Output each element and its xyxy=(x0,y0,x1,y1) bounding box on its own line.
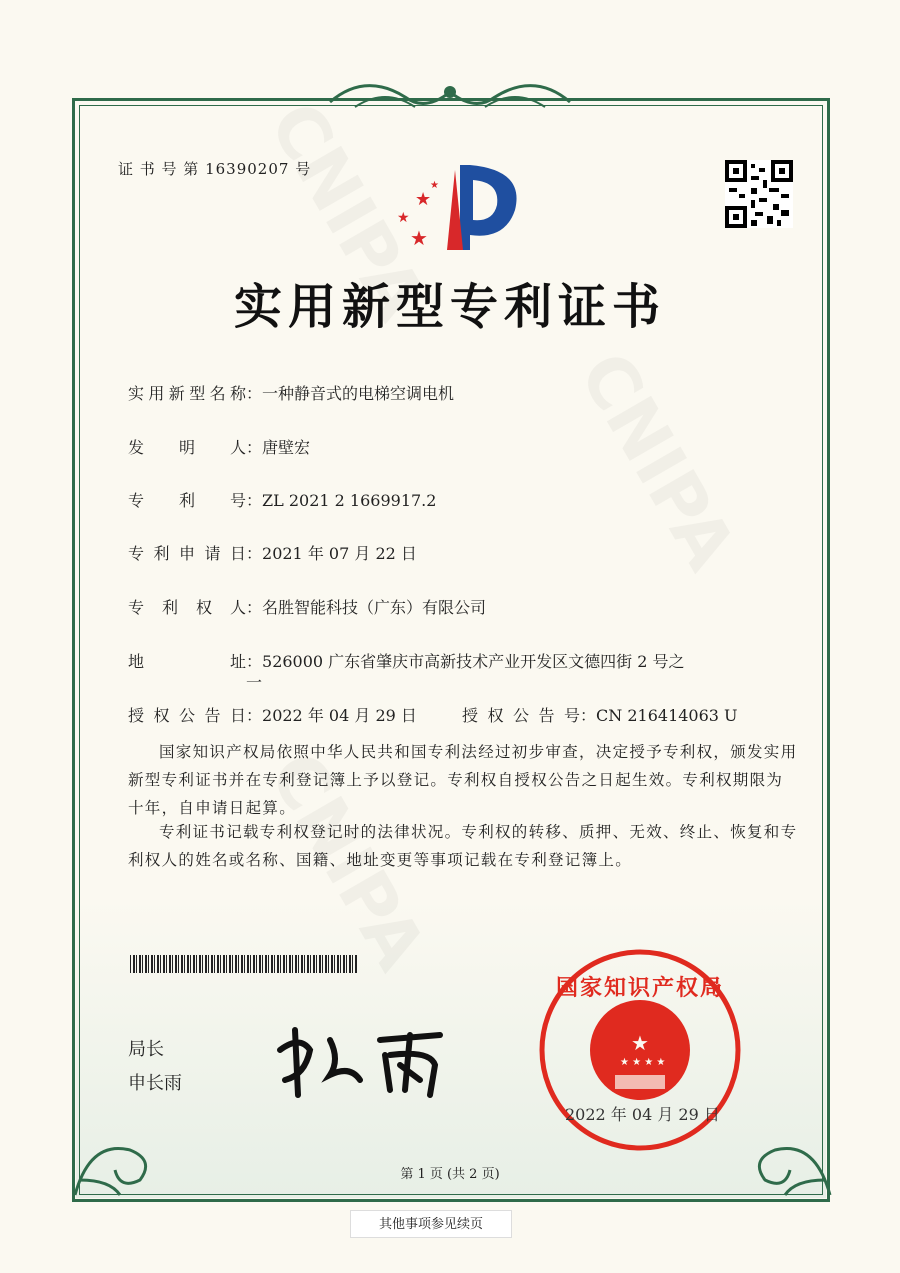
field-application-date: 专利申请日：2021 年 07 月 22 日 xyxy=(128,544,417,563)
page-info: 第 1 页 (共 2 页) xyxy=(400,1167,500,1182)
svg-text:★ ★ ★ ★: ★ ★ ★ ★ xyxy=(620,1057,666,1068)
svg-text:★: ★ xyxy=(415,189,432,210)
field-patent-number: 专利号：ZL 2021 2 1669917.2 xyxy=(128,491,437,510)
svg-text:★: ★ xyxy=(631,1031,649,1055)
field-patentee: 专利权人：名胜智能科技（广东）有限公司 xyxy=(128,598,487,617)
field-grant-number: 授权公告号：CN 216414063 U xyxy=(462,706,738,725)
paragraph-grant: 国家知识产权局依照中华人民共和国专利法经过初步审查，决定授予专利权，颁发实用新型专利证书并在专利登记簿上予以登记。专利权自授权公告之日起生效。专利权期限为十年，自申请日起算。 xyxy=(128,743,798,817)
svg-text:★: ★ xyxy=(397,210,410,226)
ornament-top xyxy=(325,72,575,122)
signature xyxy=(270,1020,470,1100)
svg-text:★: ★ xyxy=(410,226,428,250)
signatory-name: 申长雨 xyxy=(128,1073,182,1094)
continued-note: 其他事项参见续页 xyxy=(350,1210,512,1238)
certificate-title: 实用新型专利证书 xyxy=(233,279,666,335)
barcode xyxy=(130,955,358,973)
svg-text:★: ★ xyxy=(430,180,439,191)
ornament-bottom-right xyxy=(745,1120,835,1200)
field-address-cont: 一 xyxy=(246,673,263,692)
field-address: 地址：526000 广东省肇庆市高新技术产业开发区文德四街 2 号之 xyxy=(128,652,685,671)
seal-date: 2022 年 04 月 29 日 xyxy=(565,1105,720,1124)
ornament-bottom-left xyxy=(70,1120,160,1200)
qr-code-icon xyxy=(725,160,793,228)
certificate-number: 证 书 号 第 16390207 号 xyxy=(118,160,312,178)
field-utility-model-name: 实用新型名称：一种静音式的电梯空调电机 xyxy=(128,384,455,403)
signatory-role: 局长 xyxy=(128,1039,164,1060)
field-inventor: 发明人：唐壁宏 xyxy=(128,438,311,457)
seal-text: 国家知识产权局 xyxy=(555,975,725,1001)
field-grant-date: 授权公告日：2022 年 04 月 29 日 xyxy=(128,706,417,725)
paragraph-legal-status: 专利证书记载专利权登记时的法律状况。专利权的转移、质押、无效、终止、恢复和专利权人的姓名或名称、国籍、地址变更等事项记载在专利登记簿上。 xyxy=(128,823,798,869)
cnipa-logo-icon xyxy=(385,160,520,255)
